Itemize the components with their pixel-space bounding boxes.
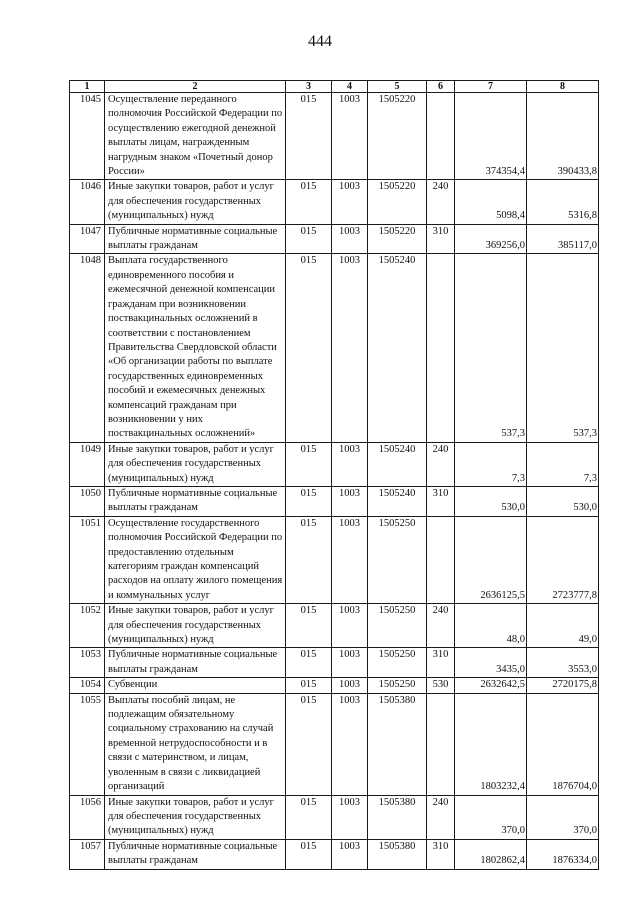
row-description: Иные закупки товаров, работ и услуг для обеспечения государственных (муниципальных) нужд [105,604,286,648]
amount-year-1: 530,0 [455,486,527,516]
target-article-code: 1505220 [368,93,427,180]
expense-type-code [427,254,455,442]
row-description: Выплата государственного единовременного пособия и ежемесячной денежной компенсации гражданам при возникновении поствакцинальных осложнений в соответствии с постановлением Правительства Свердловской области «Об организации работы по выплате государственных единовременных пособий и ежемесячных денежных компенсаций гражданам при возникновении у них поствакцинальных осложнений» [105,254,286,442]
target-article-code: 1505380 [368,839,427,869]
row-description: Иные закупки товаров, работ и услуг для обеспечения государственных (муниципальных) нужд [105,795,286,839]
target-article-code: 1505240 [368,486,427,516]
amount-year-1: 5098,4 [455,180,527,224]
ministry-code: 015 [286,442,332,486]
page-number: 444 [308,33,332,50]
target-article-code: 1505250 [368,516,427,603]
amount-year-1: 2632642,5 [455,678,527,693]
row-number: 1046 [70,180,105,224]
row-description: Публичные нормативные социальные выплаты гражданам [105,486,286,516]
ministry-code: 015 [286,693,332,795]
ministry-code: 015 [286,516,332,603]
ministry-code: 015 [286,254,332,442]
ministry-code: 015 [286,795,332,839]
section-code: 1003 [332,795,368,839]
amount-year-1: 3435,0 [455,648,527,678]
row-description: Иные закупки товаров, работ и услуг для обеспечения государственных (муниципальных) нужд [105,442,286,486]
budget-table [69,80,599,870]
ministry-code: 015 [286,180,332,224]
amount-year-1: 1803232,4 [455,693,527,795]
target-article-code: 1505250 [368,604,427,648]
expense-type-code [427,516,455,603]
amount-year-2: 2723777,8 [527,516,599,603]
target-article-code: 1505220 [368,224,427,254]
expense-type-code: 310 [427,648,455,678]
section-code: 1003 [332,486,368,516]
amount-year-2: 537,3 [527,254,599,442]
row-description: Осуществление государственного полномочия Российской Федерации по предоставлению отдельным категориям граждан компенсаций расходов на оплату жилого помещения и коммунальных услуг [105,516,286,603]
row-description: Иные закупки товаров, работ и услуг для обеспечения государственных (муниципальных) нужд [105,180,286,224]
row-number: 1053 [70,648,105,678]
row-number: 1047 [70,224,105,254]
row-number: 1050 [70,486,105,516]
amount-year-1: 2636125,5 [455,516,527,603]
row-number: 1052 [70,604,105,648]
header-cell: 5 [368,81,427,93]
row-number: 1049 [70,442,105,486]
table-row [70,442,599,486]
header-cell: 6 [427,81,455,93]
amount-year-2: 7,3 [527,442,599,486]
table-row [70,693,599,795]
row-number: 1048 [70,254,105,442]
section-code: 1003 [332,93,368,180]
expense-type-code: 530 [427,678,455,693]
amount-year-2: 1876334,0 [527,839,599,869]
row-description: Публичные нормативные социальные выплаты гражданам [105,839,286,869]
section-code: 1003 [332,693,368,795]
target-article-code: 1505240 [368,254,427,442]
amount-year-2: 370,0 [527,795,599,839]
section-code: 1003 [332,604,368,648]
header-cell: 1 [70,81,105,93]
header-cell: 2 [105,81,286,93]
table-row [70,254,599,442]
amount-year-2: 385117,0 [527,224,599,254]
amount-year-2: 2720175,8 [527,678,599,693]
amount-year-1: 370,0 [455,795,527,839]
ministry-code: 015 [286,93,332,180]
section-code: 1003 [332,254,368,442]
ministry-code: 015 [286,486,332,516]
row-number: 1056 [70,795,105,839]
row-description: Публичные нормативные социальные выплаты гражданам [105,224,286,254]
amount-year-2: 5316,8 [527,180,599,224]
ministry-code: 015 [286,224,332,254]
amount-year-2: 3553,0 [527,648,599,678]
table-row [70,604,599,648]
amount-year-1: 1802862,4 [455,839,527,869]
ministry-code: 015 [286,604,332,648]
row-number: 1057 [70,839,105,869]
section-code: 1003 [332,678,368,693]
row-description: Осуществление переданного полномочия Российской Федерации по осуществлению ежегодной денежной выплаты лицам, награжденным нагрудным знаком «Почетный донор России» [105,93,286,180]
header-row [70,81,599,93]
row-number: 1054 [70,678,105,693]
row-description: Выплаты пособий лицам, не подлежащим обязательному социальному страхованию на случай временной нетрудоспособности и в связи с материнством, и лицам, уволенным в связи с ликвидацией организаций [105,693,286,795]
expense-type-code: 310 [427,839,455,869]
target-article-code: 1505250 [368,648,427,678]
table-row [70,516,599,603]
table-row [70,795,599,839]
target-article-code: 1505380 [368,795,427,839]
header-cell: 3 [286,81,332,93]
ministry-code: 015 [286,678,332,693]
expense-type-code: 310 [427,224,455,254]
amount-year-1: 48,0 [455,604,527,648]
section-code: 1003 [332,839,368,869]
amount-year-1: 369256,0 [455,224,527,254]
amount-year-1: 7,3 [455,442,527,486]
target-article-code: 1505220 [368,180,427,224]
expense-type-code: 240 [427,795,455,839]
row-number: 1051 [70,516,105,603]
expense-type-code: 310 [427,486,455,516]
header-cell: 8 [527,81,599,93]
header-cell: 4 [332,81,368,93]
ministry-code: 015 [286,839,332,869]
section-code: 1003 [332,224,368,254]
row-description: Субвенции [105,678,286,693]
expense-type-code [427,93,455,180]
ministry-code: 015 [286,648,332,678]
expense-type-code: 240 [427,180,455,224]
expense-type-code: 240 [427,604,455,648]
table-row [70,839,599,869]
section-code: 1003 [332,180,368,224]
section-code: 1003 [332,648,368,678]
table-row [70,93,599,180]
table-row [70,648,599,678]
amount-year-2: 49,0 [527,604,599,648]
row-number: 1055 [70,693,105,795]
row-description: Публичные нормативные социальные выплаты гражданам [105,648,286,678]
target-article-code: 1505380 [368,693,427,795]
amount-year-2: 1876704,0 [527,693,599,795]
amount-year-1: 374354,4 [455,93,527,180]
section-code: 1003 [332,442,368,486]
target-article-code: 1505250 [368,678,427,693]
expense-type-code [427,693,455,795]
row-number: 1045 [70,93,105,180]
table-body [70,93,599,870]
table-row [70,486,599,516]
table-row [70,224,599,254]
amount-year-2: 390433,8 [527,93,599,180]
section-code: 1003 [332,516,368,603]
target-article-code: 1505240 [368,442,427,486]
table-row [70,180,599,224]
table-row [70,678,599,693]
header-cell: 7 [455,81,527,93]
amount-year-1: 537,3 [455,254,527,442]
amount-year-2: 530,0 [527,486,599,516]
expense-type-code: 240 [427,442,455,486]
